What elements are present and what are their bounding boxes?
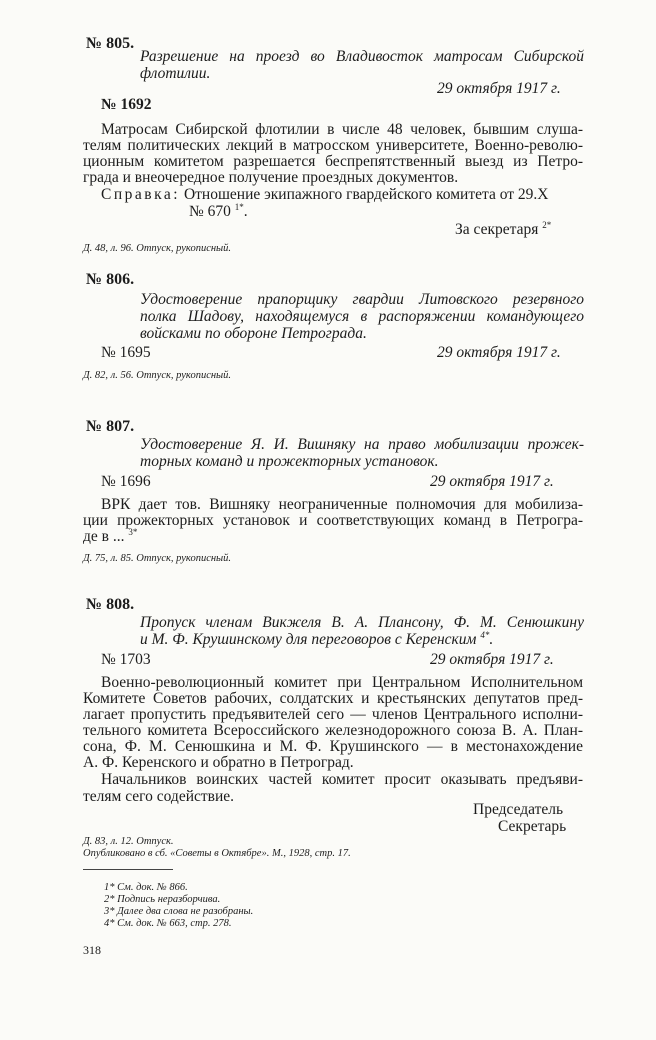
doc-805-note xyxy=(101,187,549,203)
doc-808-body-line3: лагает пропустить предъявителей сего — членов Центрального исполни- xyxy=(83,706,583,723)
footnote-4: 4* См. док. № 663, стр. 278. xyxy=(104,918,232,929)
doc-805-signature xyxy=(455,222,551,238)
doc-805-body-line1: Матросам Сибирской флотилии в числе 48 человек, бывшим слуша- xyxy=(101,121,583,138)
footnote-3: 3* Далее два слова не разобраны. xyxy=(104,906,254,917)
page-number: 318 xyxy=(83,943,101,957)
doc-806-title-line2: полка Шадову, находящемуся в распоряжении командующего xyxy=(140,308,584,325)
doc-808-doc-number: № 1703 xyxy=(101,651,151,668)
doc-807-doc-number: № 1696 xyxy=(101,473,151,490)
doc-808-title-line2: и М. Ф. Крушинскому для переговоров с Керенским $^{4*}$. xyxy=(140,630,494,648)
title-text: и М. Ф. Крушинскому для переговоров с Керенским xyxy=(140,631,477,648)
doc-808-body-line5: сона, Ф. М. Сенюшкина и М. Ф. Крушинского — в местонахождение xyxy=(83,738,583,755)
doc-807-body-line1: ВРК дает тов. Вишняку неограниченные полномочия для мобилиза- xyxy=(101,496,583,513)
doc-807-title-line1: Удостоверение Я. И. Вишняку на право мобилизации прожек- xyxy=(140,436,584,453)
doc-807-source: Д. 75, л. 85. Отпуск, рукописный. xyxy=(83,553,232,564)
footnote-ref: 3* xyxy=(128,527,138,537)
body-text: де в ... xyxy=(83,528,125,545)
doc-805-source: Д. 48, л. 96. Отпуск, рукописный. xyxy=(83,243,232,254)
doc-807-body-line3 xyxy=(83,529,137,545)
doc-807-date: 29 октября 1917 г. xyxy=(430,473,554,490)
doc-808-body-line4: тельного комитета Всероссийского железнодорожного союза В. А. План- xyxy=(83,722,583,739)
doc-805-body-line4: града и внеочередное получение проездных документов. xyxy=(83,169,459,186)
footnote-1: 1* См. док. № 866. xyxy=(104,882,188,893)
doc-806-doc-number: № 1695 xyxy=(101,344,151,361)
doc-807-title-line2: торных команд и прожекторных установок. xyxy=(140,453,439,470)
doc-805-body-line3: ционным комитетом разрешается беспрепятственный выезд из Петро- xyxy=(83,153,583,170)
doc-808-number: № 808. xyxy=(86,596,135,613)
doc-805-title-line2: флотилии. xyxy=(140,65,211,82)
doc-806-date: 29 октября 1917 г. xyxy=(437,344,561,361)
doc-808-source-line2: Опубликовано в сб. «Советы в Октябре». М., 1928, стр. 17. xyxy=(83,848,351,859)
doc-805-date: 29 октября 1917 г. xyxy=(437,80,561,97)
footnote-ref: 1* xyxy=(234,202,244,212)
doc-808-body-line2: Комитете Советов рабочих, солдатских и крестьянских депутатов пред- xyxy=(83,690,583,707)
note-label: Справка: xyxy=(101,186,181,203)
doc-808-date: 29 октября 1917 г. xyxy=(430,651,554,668)
doc-808-body-line6: А. Ф. Керенского и обратно в Петроград. xyxy=(83,754,354,771)
doc-808-source-line1: Д. 83, л. 12. Отпуск. xyxy=(83,836,174,847)
doc-806-title-line1: Удостоверение прапорщику гвардии Литовского резервного xyxy=(140,291,584,308)
doc-805-number: № 805. xyxy=(86,35,135,52)
doc-806-title-line3: войсками по обороне Петрограда. xyxy=(140,325,367,342)
doc-808-title-line1: Пропуск членам Викжеля В. А. Плансону, Ф. М. Сенюшкину xyxy=(140,614,584,631)
note-text: Отношение экипажного гвардейского комитета от 29.X xyxy=(183,186,549,203)
footnote-ref: 2* xyxy=(542,220,552,230)
doc-808-sign-secretary: Секретарь xyxy=(498,818,567,835)
doc-806-number: № 806. xyxy=(86,271,135,288)
doc-807-number: № 807. xyxy=(86,418,135,435)
footnote-2: 2* Подпись неразборчива. xyxy=(104,894,221,905)
doc-808-body-line1: Военно-революционный комитет при Центральном Исполнительном xyxy=(101,674,583,691)
doc-808-body2-line1: Начальников воинских частей комитет просит оказывать предъяви- xyxy=(101,771,583,788)
signature-text: За секретаря xyxy=(455,221,539,238)
doc-808-sign-chairman: Председатель xyxy=(473,801,564,818)
footnote-ref: 4* xyxy=(480,630,490,640)
note-doc-ref: № 670 xyxy=(189,203,231,220)
doc-808-body2-line2: телям сего содействие. xyxy=(83,788,235,805)
doc-807-body-line2: ции прожекторных установок и соответствующих команд в Петрогра- xyxy=(83,512,583,529)
doc-805-title-line1: Разрешение на проезд во Владивосток матросам Сибирской xyxy=(140,48,584,65)
doc-806-source: Д. 82, л. 56. Отпуск, рукописный. xyxy=(83,370,232,381)
doc-805-body-line2: телям политических лекций в матросском университете, Военно-револю- xyxy=(83,137,583,154)
doc-805-doc-number: № 1692 xyxy=(101,96,152,113)
doc-805-note-line2: № 670 $^{1*}$. xyxy=(189,202,248,220)
footnote-separator xyxy=(83,869,173,870)
